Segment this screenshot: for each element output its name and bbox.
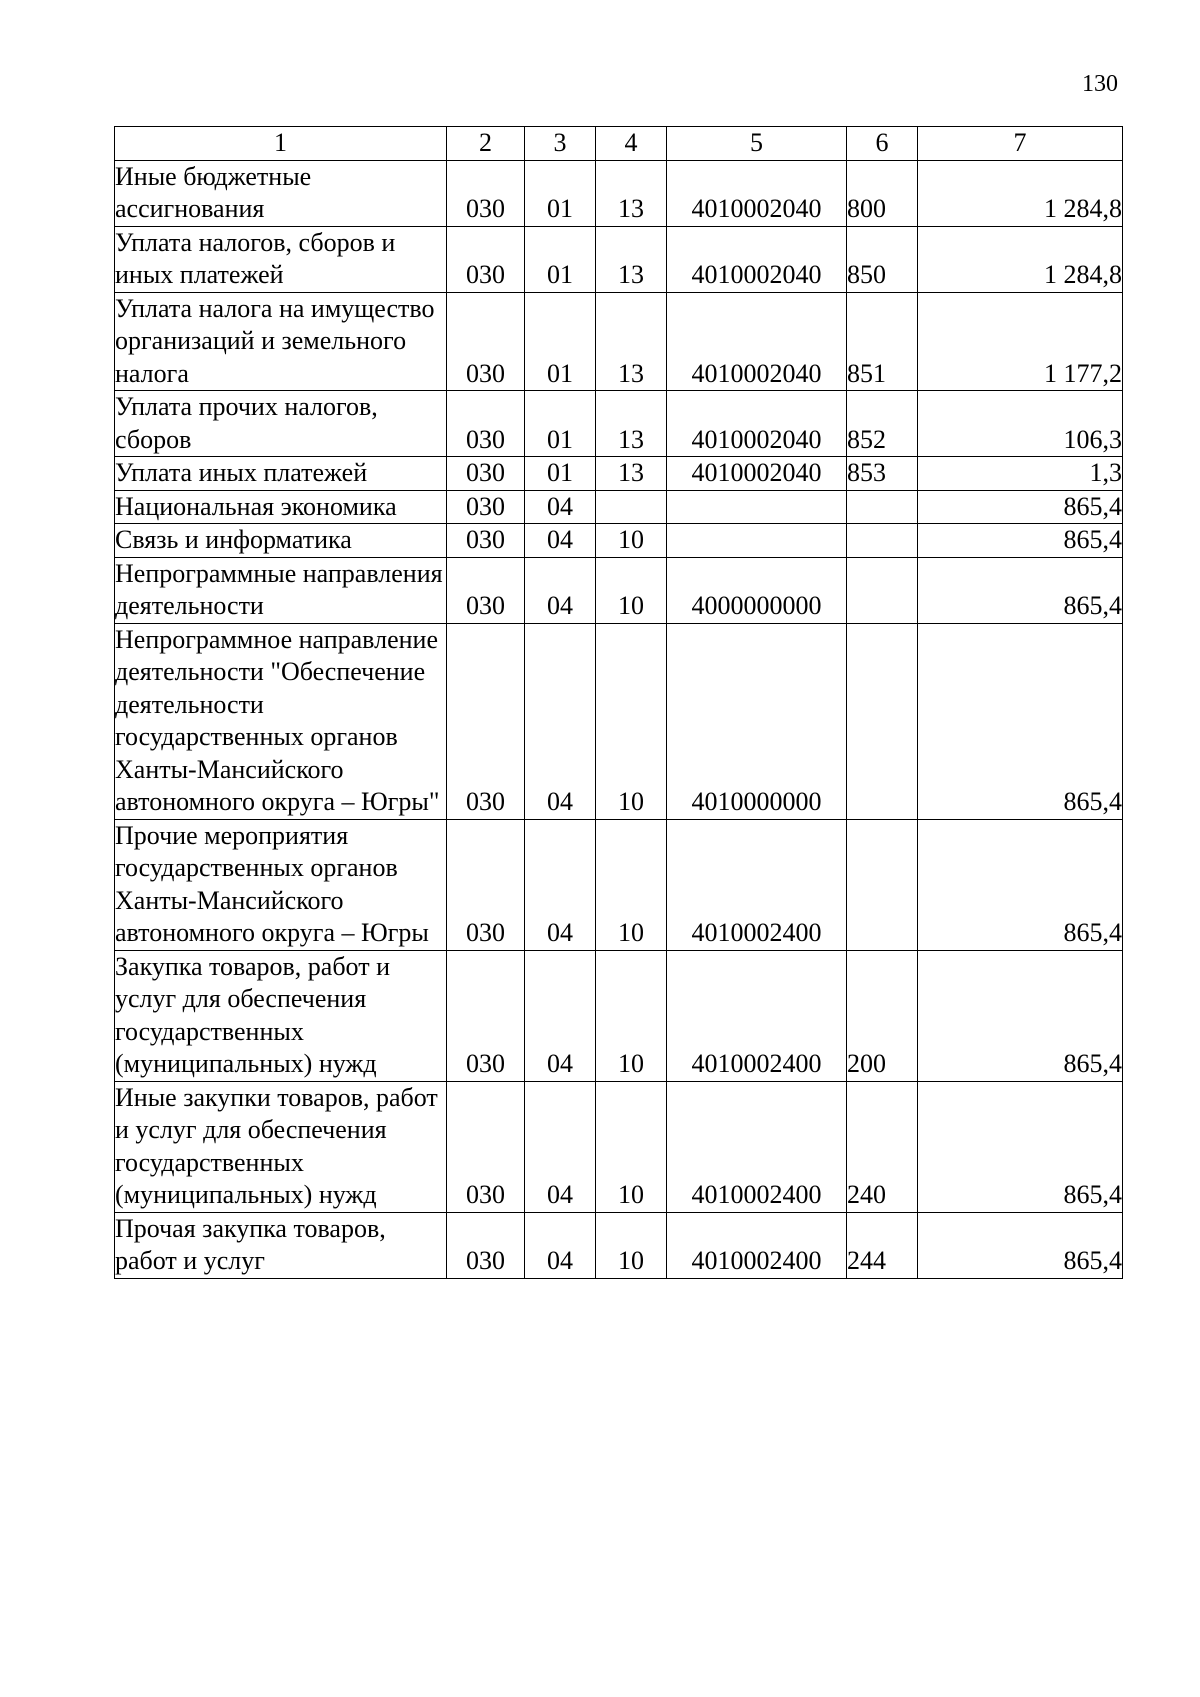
department-code-cell: 030	[447, 490, 525, 524]
amount-cell: 1 284,8	[918, 160, 1123, 226]
table-row	[115, 557, 1123, 623]
subsection-cell: 13	[596, 160, 667, 226]
table-row	[115, 391, 1123, 457]
table-header-row	[115, 127, 1123, 161]
table-row	[115, 524, 1123, 558]
subsection-cell: 10	[596, 950, 667, 1081]
budget-table	[114, 126, 1123, 1279]
expense-type-cell: 200	[847, 950, 918, 1081]
amount-cell: 1 284,8	[918, 226, 1123, 292]
amount-cell: 865,4	[918, 950, 1123, 1081]
section-cell: 04	[525, 1081, 596, 1212]
item-name-cell: Уплата налога на имущество организаций и земельного налога	[115, 292, 447, 391]
section-cell: 01	[525, 391, 596, 457]
target-article-cell: 4010000000	[667, 623, 847, 819]
target-article-cell	[667, 490, 847, 524]
amount-cell: 865,4	[918, 1081, 1123, 1212]
expense-type-cell	[847, 524, 918, 558]
subsection-cell: 10	[596, 1212, 667, 1278]
subsection-cell: 10	[596, 1081, 667, 1212]
amount-cell: 1,3	[918, 457, 1123, 491]
item-name-cell: Национальная экономика	[115, 490, 447, 524]
subsection-cell: 13	[596, 457, 667, 491]
subsection-cell	[596, 490, 667, 524]
target-article-cell: 4010002400	[667, 1081, 847, 1212]
table-row	[115, 819, 1123, 950]
expense-type-cell: 853	[847, 457, 918, 491]
item-name-cell: Непрограммное направление деятельности "Обеспечение деятельности государственных органов Ханты-Мансийского автономного округа – Югры"	[115, 623, 447, 819]
target-article-cell: 4010002040	[667, 457, 847, 491]
amount-cell: 865,4	[918, 819, 1123, 950]
table-row	[115, 226, 1123, 292]
item-name-cell: Уплата налогов, сборов и иных платежей	[115, 226, 447, 292]
item-name-cell: Связь и информатика	[115, 524, 447, 558]
amount-cell: 865,4	[918, 557, 1123, 623]
item-name-cell: Уплата иных платежей	[115, 457, 447, 491]
amount-cell: 865,4	[918, 524, 1123, 558]
department-code-cell: 030	[447, 950, 525, 1081]
section-cell: 01	[525, 457, 596, 491]
department-code-cell: 030	[447, 292, 525, 391]
column-header-6: 6	[847, 127, 918, 161]
amount-cell: 865,4	[918, 623, 1123, 819]
department-code-cell: 030	[447, 226, 525, 292]
department-code-cell: 030	[447, 160, 525, 226]
item-name-cell: Уплата прочих налогов, сборов	[115, 391, 447, 457]
target-article-cell: 4000000000	[667, 557, 847, 623]
target-article-cell: 4010002040	[667, 160, 847, 226]
section-cell: 01	[525, 292, 596, 391]
table-row	[115, 160, 1123, 226]
department-code-cell: 030	[447, 819, 525, 950]
target-article-cell: 4010002400	[667, 950, 847, 1081]
column-header-5: 5	[667, 127, 847, 161]
subsection-cell: 10	[596, 524, 667, 558]
table-row	[115, 623, 1123, 819]
expense-type-cell: 800	[847, 160, 918, 226]
section-cell: 01	[525, 226, 596, 292]
expense-type-cell: 851	[847, 292, 918, 391]
target-article-cell: 4010002400	[667, 1212, 847, 1278]
amount-cell: 865,4	[918, 1212, 1123, 1278]
amount-cell: 106,3	[918, 391, 1123, 457]
column-header-4: 4	[596, 127, 667, 161]
department-code-cell: 030	[447, 524, 525, 558]
expense-type-cell	[847, 557, 918, 623]
table-row	[115, 1081, 1123, 1212]
table-row	[115, 490, 1123, 524]
target-article-cell: 4010002040	[667, 391, 847, 457]
section-cell: 01	[525, 160, 596, 226]
subsection-cell: 10	[596, 557, 667, 623]
subsection-cell: 10	[596, 819, 667, 950]
target-article-cell: 4010002040	[667, 226, 847, 292]
column-header-7: 7	[918, 127, 1123, 161]
item-name-cell: Иные закупки товаров, работ и услуг для обеспечения государственных (муниципальных) нужд	[115, 1081, 447, 1212]
table-body	[115, 160, 1123, 1278]
department-code-cell: 030	[447, 1212, 525, 1278]
section-cell: 04	[525, 819, 596, 950]
section-cell: 04	[525, 623, 596, 819]
item-name-cell: Иные бюджетные ассигнования	[115, 160, 447, 226]
subsection-cell: 13	[596, 391, 667, 457]
subsection-cell: 13	[596, 226, 667, 292]
section-cell: 04	[525, 524, 596, 558]
expense-type-cell: 244	[847, 1212, 918, 1278]
amount-cell: 865,4	[918, 490, 1123, 524]
table-row	[115, 457, 1123, 491]
item-name-cell: Прочие мероприятия государственных органов Ханты-Мансийского автономного округа – Югры	[115, 819, 447, 950]
department-code-cell: 030	[447, 623, 525, 819]
column-header-3: 3	[525, 127, 596, 161]
section-cell: 04	[525, 950, 596, 1081]
item-name-cell: Непрограммные направления деятельности	[115, 557, 447, 623]
target-article-cell: 4010002040	[667, 292, 847, 391]
expense-type-cell	[847, 623, 918, 819]
item-name-cell: Прочая закупка товаров, работ и услуг	[115, 1212, 447, 1278]
target-article-cell: 4010002400	[667, 819, 847, 950]
section-cell: 04	[525, 557, 596, 623]
column-header-2: 2	[447, 127, 525, 161]
expense-type-cell	[847, 819, 918, 950]
expense-type-cell: 240	[847, 1081, 918, 1212]
subsection-cell: 13	[596, 292, 667, 391]
subsection-cell: 10	[596, 623, 667, 819]
table-row	[115, 1212, 1123, 1278]
expense-type-cell: 850	[847, 226, 918, 292]
table-row	[115, 950, 1123, 1081]
amount-cell: 1 177,2	[918, 292, 1123, 391]
page-number: 130	[1082, 71, 1118, 97]
column-header-1: 1	[115, 127, 447, 161]
section-cell: 04	[525, 1212, 596, 1278]
target-article-cell	[667, 524, 847, 558]
item-name-cell: Закупка товаров, работ и услуг для обеспечения государственных (муниципальных) нужд	[115, 950, 447, 1081]
department-code-cell: 030	[447, 457, 525, 491]
department-code-cell: 030	[447, 391, 525, 457]
department-code-cell: 030	[447, 557, 525, 623]
section-cell: 04	[525, 490, 596, 524]
expense-type-cell: 852	[847, 391, 918, 457]
table-row	[115, 292, 1123, 391]
department-code-cell: 030	[447, 1081, 525, 1212]
expense-type-cell	[847, 490, 918, 524]
